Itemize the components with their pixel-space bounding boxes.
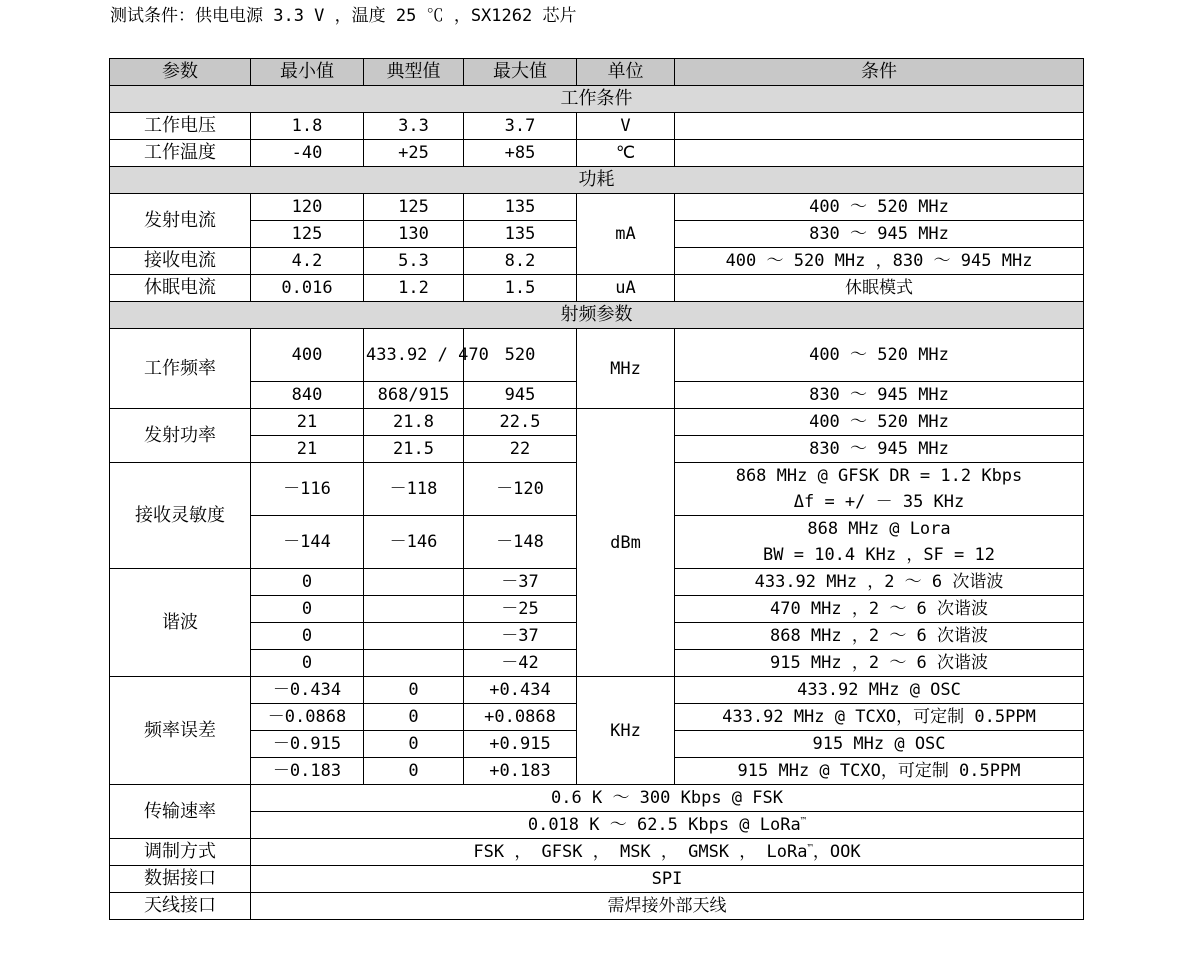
param-name: 数据接口 (110, 866, 251, 893)
rate-lora (251, 812, 1084, 839)
table-row (110, 140, 1084, 167)
spec-table (109, 58, 1084, 920)
typ-value: 125 (364, 194, 464, 221)
condition-value: 830 ～ 945 MHz (675, 436, 1084, 463)
table-row (110, 812, 1084, 839)
typ-value: －146 (364, 516, 464, 569)
min-value: 0 (251, 569, 364, 596)
param-name: 频率误差 (110, 677, 251, 785)
typ-value: －118 (364, 463, 464, 516)
max-value: 22 (464, 436, 577, 463)
test-conditions-caption: 测试条件：供电电源 3.3 V ，温度 25 ℃ ，SX1262 芯片 (110, 6, 577, 26)
condition-value (675, 113, 1084, 140)
param-name: 谐波 (110, 569, 251, 677)
header-unit: 单位 (577, 59, 675, 86)
unit-value: mA (577, 194, 675, 275)
section-row (110, 302, 1084, 329)
min-value: 125 (251, 221, 364, 248)
unit-value: uA (577, 275, 675, 302)
max-value: －120 (464, 463, 577, 516)
condition-value: 915 MHz @ TCXO，可定制 0.5PPM (675, 758, 1084, 785)
min-value: 0.016 (251, 275, 364, 302)
rate-fsk: 0.6 K ～ 300 Kbps @ FSK (251, 785, 1084, 812)
interface-value: SPI (251, 866, 1084, 893)
condition-value: 868 MHz ，2 ～ 6 次谐波 (675, 623, 1084, 650)
header-row (110, 59, 1084, 86)
condition-value (675, 140, 1084, 167)
min-value: 1.8 (251, 113, 364, 140)
section-power: 功耗 (110, 167, 1084, 194)
param-name: 接收灵敏度 (110, 463, 251, 569)
max-value: 1.5 (464, 275, 577, 302)
param-name: 接收电流 (110, 248, 251, 275)
unit-value: ℃ (577, 140, 675, 167)
table-row (110, 866, 1084, 893)
unit-value: KHz (577, 677, 675, 785)
max-value: +85 (464, 140, 577, 167)
typ-value: 21.5 (364, 436, 464, 463)
min-value: 400 (251, 329, 364, 382)
max-value: －148 (464, 516, 577, 569)
param-name: 传输速率 (110, 785, 251, 839)
condition-value: 433.92 MHz @ TCXO，可定制 0.5PPM (675, 704, 1084, 731)
max-value: 945 (464, 382, 577, 409)
typ-value (364, 650, 464, 677)
condition-value: 休眠模式 (675, 275, 1084, 302)
min-value: －0.183 (251, 758, 364, 785)
max-value: +0.0868 (464, 704, 577, 731)
max-value: －42 (464, 650, 577, 677)
typ-value: +25 (364, 140, 464, 167)
min-value: 120 (251, 194, 364, 221)
section-rf: 射频参数 (110, 302, 1084, 329)
min-value: －0.0868 (251, 704, 364, 731)
min-value: 0 (251, 650, 364, 677)
param-name: 工作温度 (110, 140, 251, 167)
min-value: 0 (251, 623, 364, 650)
condition-value: 830 ～ 945 MHz (675, 382, 1084, 409)
typ-value: 433.92 / 470 (364, 329, 464, 382)
max-value: 8.2 (464, 248, 577, 275)
max-value: 3.7 (464, 113, 577, 140)
trademark-mark: ™ (800, 816, 807, 827)
typ-value: 1.2 (364, 275, 464, 302)
modulation-text-ook: ，OOK (812, 842, 861, 862)
table-row (110, 194, 1084, 221)
table-row (110, 275, 1084, 302)
max-value: +0.183 (464, 758, 577, 785)
condition-value: 400 ～ 520 MHz ，830 ～ 945 MHz (675, 248, 1084, 275)
min-value: －116 (251, 463, 364, 516)
min-value: －0.434 (251, 677, 364, 704)
table-row (110, 893, 1084, 920)
min-value: －0.915 (251, 731, 364, 758)
max-value: －25 (464, 596, 577, 623)
table-row (110, 329, 1084, 382)
param-name: 工作电压 (110, 113, 251, 140)
header-max: 最大值 (464, 59, 577, 86)
typ-value: 3.3 (364, 113, 464, 140)
condition-value: 400 ～ 520 MHz (675, 194, 1084, 221)
condition-value: 433.92 MHz ，2 ～ 6 次谐波 (675, 569, 1084, 596)
section-working: 工作条件 (110, 86, 1084, 113)
typ-value: 5.3 (364, 248, 464, 275)
header-condition: 条件 (675, 59, 1084, 86)
param-name: 调制方式 (110, 839, 251, 866)
typ-value (364, 569, 464, 596)
typ-value: 0 (364, 677, 464, 704)
table-row (110, 839, 1084, 866)
max-value: 135 (464, 194, 577, 221)
condition-value: 868 MHz @ GFSK DR = 1.2 Kbps (675, 463, 1084, 490)
max-value: 135 (464, 221, 577, 248)
param-name: 天线接口 (110, 893, 251, 920)
trademark-mark: ™ (807, 843, 813, 854)
typ-value: 0 (364, 758, 464, 785)
min-value: -40 (251, 140, 364, 167)
typ-value: 130 (364, 221, 464, 248)
min-value: 0 (251, 596, 364, 623)
max-value: 22.5 (464, 409, 577, 436)
condition-value: 830 ～ 945 MHz (675, 221, 1084, 248)
param-name: 发射电流 (110, 194, 251, 248)
typ-value: 21.8 (364, 409, 464, 436)
modulation-value (251, 839, 1084, 866)
param-name: 工作频率 (110, 329, 251, 409)
condition-value: Δf = +/ － 35 KHz (675, 489, 1084, 516)
unit-value: V (577, 113, 675, 140)
unit-value: dBm (577, 409, 675, 677)
condition-value: 470 MHz ，2 ～ 6 次谐波 (675, 596, 1084, 623)
table-row (110, 677, 1084, 704)
section-row (110, 167, 1084, 194)
antenna-value: 需焊接外部天线 (251, 893, 1084, 920)
max-value: +0.434 (464, 677, 577, 704)
min-value: 21 (251, 409, 364, 436)
header-param: 参数 (110, 59, 251, 86)
section-row (110, 86, 1084, 113)
condition-value: 868 MHz @ Lora (675, 516, 1084, 543)
condition-value: BW = 10.4 KHz ，SF = 12 (675, 542, 1084, 569)
min-value: 4.2 (251, 248, 364, 275)
modulation-text: FSK ， GFSK ， MSK ， GMSK ， LoRa (473, 842, 808, 862)
typ-value (364, 623, 464, 650)
param-name: 发射功率 (110, 409, 251, 463)
typ-value: 0 (364, 731, 464, 758)
condition-value: 400 ～ 520 MHz (675, 329, 1084, 382)
typ-value: 0 (364, 704, 464, 731)
condition-value: 400 ～ 520 MHz (675, 409, 1084, 436)
table-row (110, 113, 1084, 140)
max-value: －37 (464, 569, 577, 596)
min-value: －144 (251, 516, 364, 569)
max-value: 520 (464, 329, 577, 382)
max-value: +0.915 (464, 731, 577, 758)
typ-value (364, 596, 464, 623)
max-value: －37 (464, 623, 577, 650)
condition-value: 433.92 MHz @ OSC (675, 677, 1084, 704)
condition-value: 915 MHz ，2 ～ 6 次谐波 (675, 650, 1084, 677)
typ-value: 868/915 (364, 382, 464, 409)
min-value: 21 (251, 436, 364, 463)
table-row (110, 785, 1084, 812)
param-name: 休眠电流 (110, 275, 251, 302)
rate-lora-text: 0.018 K ～ 62.5 Kbps @ LoRa (527, 815, 801, 835)
header-min: 最小值 (251, 59, 364, 86)
unit-value: MHz (577, 329, 675, 409)
header-typ: 典型值 (364, 59, 464, 86)
min-value: 840 (251, 382, 364, 409)
table-row (110, 409, 1084, 436)
condition-value: 915 MHz @ OSC (675, 731, 1084, 758)
